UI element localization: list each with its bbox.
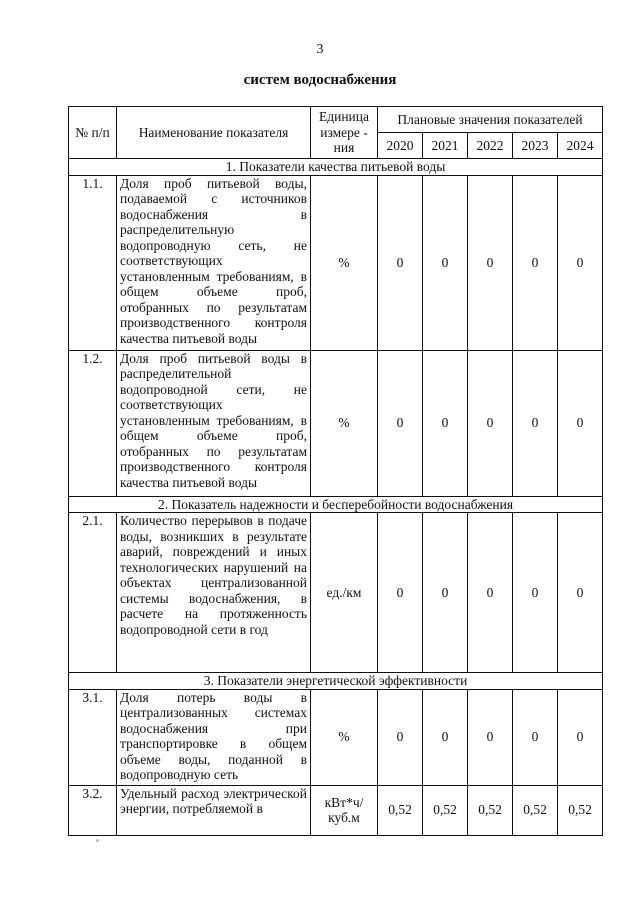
row-unit: ед./км (311, 513, 378, 673)
row-name: Доля проб питьевой воды, подаваемой с источников водоснабжения в распределительную водопроводную сеть, не соответствующих установленным требованиям, в общем объеме проб, отобранных по результатам производственного контроля качества питьевой воды (117, 175, 311, 350)
row-value: 0 (468, 350, 513, 496)
row-value: 0 (468, 689, 513, 785)
row-name: Доля проб питьевой воды в распределительной водопроводной сети, не соответствующих установленным требованиям, в общем объеме проб, отобранных по результатам производственного контроля качества питьевой воды (117, 350, 311, 496)
row-value: 0 (558, 513, 603, 673)
page-number: 3 (316, 42, 324, 57)
row-value: 0,52 (423, 785, 468, 835)
section-row (69, 496, 603, 513)
row-value: 0 (558, 175, 603, 350)
row-value: 0 (423, 175, 468, 350)
row-value: 0 (558, 689, 603, 785)
row-value: 0 (558, 350, 603, 496)
section-title: 2. Показатель надежности и бесперебойности водоснабжения (69, 496, 603, 513)
row-number: 1.2. (69, 350, 117, 496)
row-value: 0,52 (513, 785, 558, 835)
header-year: 2020 (378, 133, 423, 159)
row-name: Количество перерывов в подаче воды, возникших в результате аварий, повреждений и иных технологических нарушений на объектах централизованной системы водоснабжения, в расчете на протяженность водопроводной сети в год (117, 513, 311, 673)
table-row (69, 689, 603, 785)
header-num: № п/п (69, 107, 117, 159)
section-row (69, 159, 603, 176)
row-value: 0 (423, 689, 468, 785)
header-planned: Плановые значения показателей (378, 107, 603, 133)
section-row (69, 673, 603, 690)
row-value: 0 (468, 513, 513, 673)
section-title: 1. Показатели качества питьевой воды (69, 159, 603, 176)
row-value: 0 (378, 513, 423, 673)
row-unit: % (311, 350, 378, 496)
row-value: 0 (513, 175, 558, 350)
scan-artifact (96, 839, 99, 842)
row-value: 0 (513, 350, 558, 496)
row-number: 1.1. (69, 175, 117, 350)
row-value: 0 (378, 175, 423, 350)
table-row (69, 785, 603, 835)
header-year: 2024 (558, 133, 603, 159)
row-unit: % (311, 689, 378, 785)
row-value: 0,52 (558, 785, 603, 835)
row-value: 0 (513, 689, 558, 785)
table-row (69, 175, 603, 350)
row-number: 2.1. (69, 513, 117, 673)
row-unit: кВт*ч/ куб.м (311, 785, 378, 835)
table-row (69, 513, 603, 673)
header-row (69, 107, 603, 133)
row-number: 3.1. (69, 689, 117, 785)
row-name: Удельный расход электрической энергии, потребляемой в (117, 785, 311, 835)
header-name: Наименование показателя (117, 107, 311, 159)
row-value: 0 (513, 513, 558, 673)
row-value: 0 (378, 689, 423, 785)
row-number: 3.2. (69, 785, 117, 835)
header-unit: Единица измере - ния (311, 107, 378, 159)
row-name: Доля потерь воды в централизованных системах водоснабжения при транспортировке в общем объеме воды, поданной в водопроводную сеть (117, 689, 311, 785)
header-year: 2021 (423, 133, 468, 159)
row-value: 0 (423, 350, 468, 496)
row-value: 0 (378, 350, 423, 496)
indicators-table (68, 106, 603, 836)
header-year: 2023 (513, 133, 558, 159)
table-row (69, 350, 603, 496)
section-title: 3. Показатели энергетической эффективности (69, 673, 603, 690)
document-title: систем водоснабжения (243, 72, 397, 88)
header-year: 2022 (468, 133, 513, 159)
row-value: 0 (468, 175, 513, 350)
row-value: 0,52 (468, 785, 513, 835)
row-value: 0 (423, 513, 468, 673)
row-unit: % (311, 175, 378, 350)
row-value: 0,52 (378, 785, 423, 835)
